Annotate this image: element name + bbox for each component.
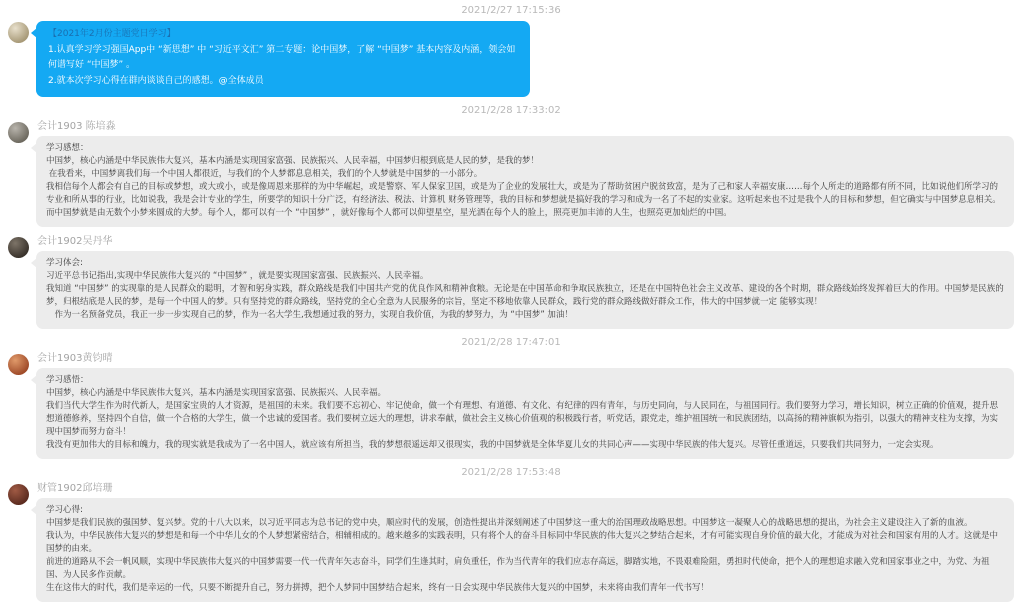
message-paragraph: 学习感悟： <box>46 375 89 385</box>
avatar[interactable] <box>8 237 29 258</box>
message-paragraph: 作为一名预备党员，我正一步一步实现自己的梦，作为一名大学生,我想通过我的努力，实现自我价值，为我的梦努力，为 “中国梦” 加油！ <box>46 310 573 320</box>
avatar[interactable] <box>8 484 29 505</box>
message-bubble[interactable] <box>36 251 1014 329</box>
message-paragraph: 中国梦，核心内涵是中华民族伟大复兴，基本内涵是实现国家富强、民族振兴、人民幸福。 <box>46 388 387 398</box>
message-bubble[interactable] <box>36 136 1014 227</box>
message-paragraph: 中国梦是我们民族的强国梦、复兴梦。党的十八大以来，以习近平同志为总书记的党中央，顺应时代的发展，创造性提出并深刻阐述了中国梦这一重大的治国理政战略思想。中国梦这一凝聚人心的战略思想的提出，为社会主义建设注入了新的血液。 <box>46 518 973 528</box>
message-paragraph: 我相信每个人都会有自己的目标或梦想，或大或小，或是像周恩来那样的为中华崛起，或是警察、军人保家卫国，或是为了企业的发展壮大，或是为了帮助贫困户脱贫致富，是为了己和家人幸福安康……每个人所走的道路都有所不同，比如说他们所学习的专业和所从事的行业，比如说我，我是会计专业的学生，所要学的知识十分广泛，有经济法、税法、计算机 财务管理等，我的目标和梦想就是搞好我的学习和成为一名了不起的实业家。这听起来也不过是我个人的目标和梦想，但它确实与中国梦息息相关。 <box>46 182 1001 205</box>
chat-timestamp: 2021/2/28 17:53:48 <box>461 467 561 478</box>
avatar[interactable] <box>8 354 29 375</box>
message-row <box>8 482 1014 602</box>
announcement-bubble[interactable] <box>36 21 530 97</box>
message-paragraph: 我们当代大学生作为时代新人，是国家宝贵的人才资源，是祖国的未来。我们要不忘初心、牢记使命，做一个有理想、有道德、有文化、有纪律的四有青年，与历史同向，与人民同在，与祖国同行。我们要努力学习，增长知识，树立正确的价值观，提升思想道德修养，坚持四个自信，做一个合格的大学生，做一个忠诚的爱国者。我们要树立远大的理想，讲求奉献，做社会主义核心价值观的积极践行者，听党话，跟党走，维护祖国统一和民族团结，以高扬的精神旗帜为指引，以强大的精神支柱为支撑，为实现中国梦而努力奋斗！ <box>46 401 999 437</box>
avatar[interactable] <box>8 122 29 143</box>
announcement-line: 2.就本次学习心得在群内谈谈自己的感想。@全体成员 <box>48 75 264 86</box>
message-paragraph: 中国梦，核心内涵是中华民族伟大复兴，基本内涵是实现国家富强、民族振兴、人民幸福，中国梦归根到底是人民的梦，是我的梦！ <box>46 156 540 166</box>
message-row <box>8 120 1014 227</box>
announcement-line: 1.认真学习学习强国App中 “新思想” 中 “习近平文汇” 第二专题：论中国梦，了解 “中国梦” 基本内容及内涵，领会如何谱写好 “中国梦” 。 <box>48 44 516 70</box>
message-paragraph: 我没有更加伟大的目标和魄力，我的现实就是我成为了一名中国人，就应该有所担当，我的梦想很遥远却又很现实，我的中国梦就是全体华夏儿女的共同心声——实现中华民族的伟大复兴。尽管任重道远，只要我们共同努力，一定会实现。 <box>46 440 939 450</box>
sender-name: 会计1903 陈培淼 <box>37 121 116 132</box>
message-paragraph: 习近平总书记指出,实现中华民族伟大复兴的 “中国梦” ，就是要实现国家富强、民族振兴、人民幸福。 <box>46 271 429 281</box>
announcement-title: 【2021年2月份主题党日学习】 <box>48 29 176 39</box>
message-bubble[interactable] <box>36 368 1014 459</box>
chat-timestamp: 2021/2/27 17:15:36 <box>461 5 561 16</box>
message-row <box>8 352 1014 459</box>
message-paragraph: 学习心得: <box>46 505 83 515</box>
chat-timestamp: 2021/2/28 17:33:02 <box>461 105 561 116</box>
announcement-row <box>8 20 1014 97</box>
chat-area <box>0 5 1024 593</box>
message-row <box>8 235 1014 329</box>
message-paragraph: 学习体会: <box>46 258 83 268</box>
message-paragraph: 前进的道路从不会一帆风顺，实现中华民族伟大复兴的中国梦需要一代一代青年矢志奋斗，同学们生逢其时，肩负重任，作为当代青年的我们应志存高远，脚踏实地，不畏艰难险阻，勇担时代使命，把个人的理想追求融入党和国家事业之中，为党、为祖国、为人民多作贡献。 <box>46 557 990 580</box>
message-paragraph: 学习感想： <box>46 143 89 153</box>
sender-name: 财管1902邱培珊 <box>37 483 113 494</box>
chat-timestamp: 2021/2/28 17:47:01 <box>461 337 561 348</box>
message-paragraph: 生在这伟大的时代，我们是幸运的一代，只要不断提升自己，努力拼搏，把个人梦同中国梦结合起来，终有一日会实现中华民族伟大复兴的中国梦，未来将由我们青年一代书写！ <box>46 583 710 593</box>
message-paragraph: 我认为，中华民族伟大复兴的梦想是和每一个中华儿女的个人梦想紧密结合，相辅相成的。越来越多的实践表明，只有将个人的奋斗目标同中华民族的伟大复兴之梦结合起来，才有可能实现自身价值的最大化，才能成为对社会和国家有用的人才。这就是中国梦的由来。 <box>46 531 999 554</box>
sender-name: 会计1902吴丹华 <box>37 236 113 247</box>
avatar[interactable] <box>8 22 29 43</box>
sender-name: 会计1903黄钧晴 <box>37 353 113 364</box>
message-paragraph: 我知道 “中国梦” 的实现靠的是人民群众的聪明，才智和躬身实践，群众路线是我们中国共产党的优良作风和精神食粮。无论是在中国革命和争取民族独立，还是在中国特色社会主义改革、建设的各个时期，群众路线始终发挥着巨大的作用。中国梦是民族的梦，归根结底是人民的梦，是每一个中国人的梦。只有坚持党的群众路线，坚持党的全心全意为人民服务的宗旨，坚定不移地依靠人民群众，践行党的群众路线做好群众工作，伟大的中国梦就一定 能够实现！ <box>46 284 1004 307</box>
message-paragraph: 在我看来，中国梦离我们每一个中国人都很近，与我们的个人梦都息息相关，我们的个人梦就是中国梦的一小部分。 <box>46 169 483 179</box>
message-paragraph: 而中国梦就是由无数个小梦来圆成的大梦。每个人，都可以有一个 “中国梦” ，就好像每个人都可以仰望星空，星光洒在每个人的脸上，照亮更加丰沛的人生，也照亮更加灿烂的中国。 <box>46 208 732 218</box>
message-bubble[interactable] <box>36 498 1014 602</box>
